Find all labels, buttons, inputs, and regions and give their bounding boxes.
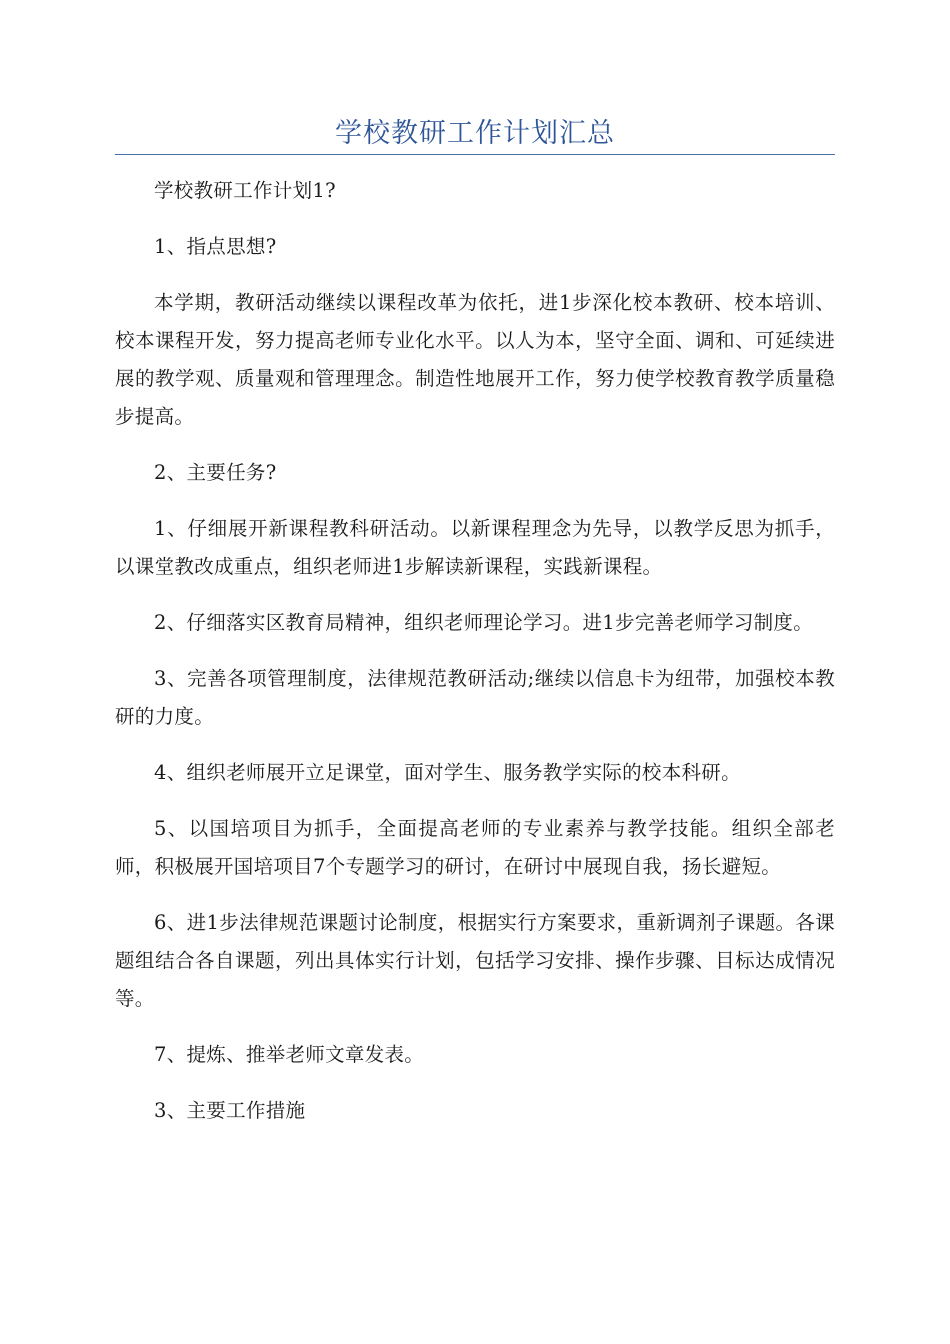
section-main-tasks: 2、主要任务? <box>154 461 277 484</box>
section-work-measures: 3、主要工作措施 <box>154 1099 306 1122</box>
document-title: 学校教研工作计划汇总 <box>335 118 615 149</box>
task-item-5: 5、以国培项目为抓手，全面提高老师的专业素养与教学技能。组织全部老师，积极展开国培项目7个专题学习的研讨，在研讨中展现自我，扬长避短。 <box>115 817 835 878</box>
task-item-2: 2、仔细落实区教育局精神，组织老师理论学习。进1步完善老师学习制度。 <box>154 611 814 634</box>
title-underline <box>115 154 835 155</box>
task-item-3: 3、完善各项管理制度，法律规范教研活动;继续以信息卡为纽带，加强校本教研的力度。 <box>115 667 835 728</box>
paragraph-semester-overview: 本学期，教研活动继续以课程改革为依托，进1步深化校本教研、校本培训、校本课程开发，努力提高老师专业化水平。以人为本，坚守全面、调和、可延续进展的教学观、质量观和管理理念。制造性地展开工作，努力使学校教育教学质量稳步提高。 <box>115 291 835 428</box>
task-item-7: 7、提炼、推举老师文章发表。 <box>154 1043 425 1066</box>
document-body <box>115 172 835 1148</box>
plan-heading: 学校教研工作计划1? <box>154 179 336 202</box>
task-item-6: 6、进1步法律规范课题讨论制度，根据实行方案要求，重新调剂子课题。各课题组结合各自课题，列出具体实行计划，包括学习安排、操作步骤、目标达成情况等。 <box>115 911 835 1010</box>
section-guiding-thought: 1、指点思想? <box>154 235 277 258</box>
task-item-1: 1、仔细展开新课程教科研活动。以新课程理念为先导，以教学反思为抓手，以课堂教改成重点，组织老师进1步解读新课程，实践新课程。 <box>115 517 835 578</box>
task-item-4: 4、组织老师展开立足课堂，面对学生、服务教学实际的校本科研。 <box>154 761 741 784</box>
